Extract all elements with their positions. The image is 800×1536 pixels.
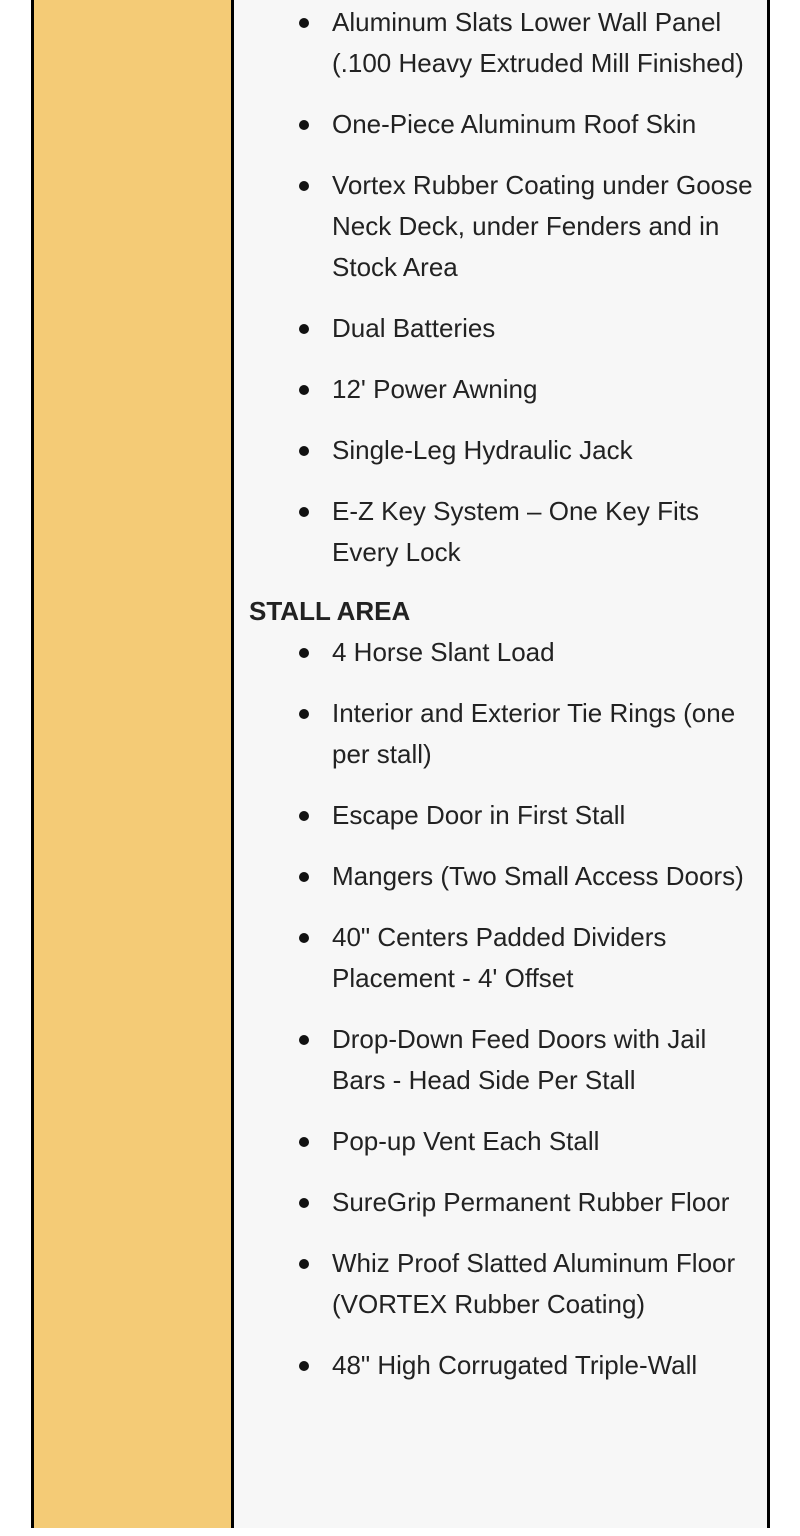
bullet-icon xyxy=(299,1259,309,1269)
list-item xyxy=(249,632,761,673)
bullet-icon xyxy=(299,446,309,456)
list-item xyxy=(249,1182,761,1223)
list-item-text: Pop-up Vent Each Stall xyxy=(332,1126,600,1156)
list-item xyxy=(249,856,761,897)
list-item-text: Whiz Proof Slatted Aluminum Floor (VORTEX Rubber Coating) xyxy=(332,1248,736,1319)
list-item-text: Mangers (Two Small Access Doors) xyxy=(332,861,744,891)
list-item-text: Interior and Exterior Tie Rings (one per stall) xyxy=(332,698,736,769)
list-item xyxy=(249,693,761,775)
list-item-text: Dual Batteries xyxy=(332,313,496,343)
list-item xyxy=(249,369,761,410)
stall-area-list xyxy=(249,632,761,1386)
bullet-icon xyxy=(299,385,309,395)
bullet-icon xyxy=(299,181,309,191)
list-item xyxy=(249,917,761,999)
features-content xyxy=(234,0,767,1528)
list-item-text: Escape Door in First Stall xyxy=(332,800,626,830)
list-item xyxy=(249,1019,761,1101)
bullet-icon xyxy=(299,1198,309,1208)
list-item xyxy=(249,1243,761,1325)
list-item xyxy=(249,1121,761,1162)
sidebar-panel xyxy=(34,0,234,1528)
list-item-text: Aluminum Slats Lower Wall Panel (.100 Heavy Extruded Mill Finished) xyxy=(332,7,744,78)
list-item xyxy=(249,104,761,145)
bullet-icon xyxy=(299,709,309,719)
bullet-icon xyxy=(299,1361,309,1371)
bullet-icon xyxy=(299,1137,309,1147)
list-item xyxy=(249,795,761,836)
list-item xyxy=(249,308,761,349)
list-item-text: E-Z Key System – One Key Fits Every Lock xyxy=(332,496,699,567)
features-list xyxy=(249,0,761,573)
bullet-icon xyxy=(299,811,309,821)
list-item xyxy=(249,430,761,471)
bullet-icon xyxy=(299,324,309,334)
list-item-text: Drop-Down Feed Doors with Jail Bars - Head Side Per Stall xyxy=(332,1024,707,1095)
list-item-text: 12' Power Awning xyxy=(332,374,538,404)
bottom-strip xyxy=(0,1528,800,1536)
bullet-icon xyxy=(299,933,309,943)
list-item xyxy=(249,165,761,288)
list-item xyxy=(249,2,761,84)
list-item-text: Single-Leg Hydraulic Jack xyxy=(332,435,633,465)
list-item xyxy=(249,491,761,573)
bullet-icon xyxy=(299,648,309,658)
bullet-icon xyxy=(299,18,309,28)
list-item xyxy=(249,1345,761,1386)
bullet-icon xyxy=(299,507,309,517)
bullet-icon xyxy=(299,1035,309,1045)
list-item-text: One-Piece Aluminum Roof Skin xyxy=(332,109,697,139)
bullet-icon xyxy=(299,872,309,882)
list-item-text: Vortex Rubber Coating under Goose Neck Deck, under Fenders and in Stock Area xyxy=(332,170,753,282)
bullet-icon xyxy=(299,120,309,130)
list-item-text: 4 Horse Slant Load xyxy=(332,637,555,667)
list-item-text: 48" High Corrugated Triple-Wall xyxy=(332,1350,698,1380)
content-frame xyxy=(31,0,770,1528)
section-heading-stall-area: STALL AREA xyxy=(249,596,411,626)
list-item-text: 40" Centers Padded Dividers Placement - 4' Offset xyxy=(332,922,667,993)
list-item-text: SureGrip Permanent Rubber Floor xyxy=(332,1187,730,1217)
